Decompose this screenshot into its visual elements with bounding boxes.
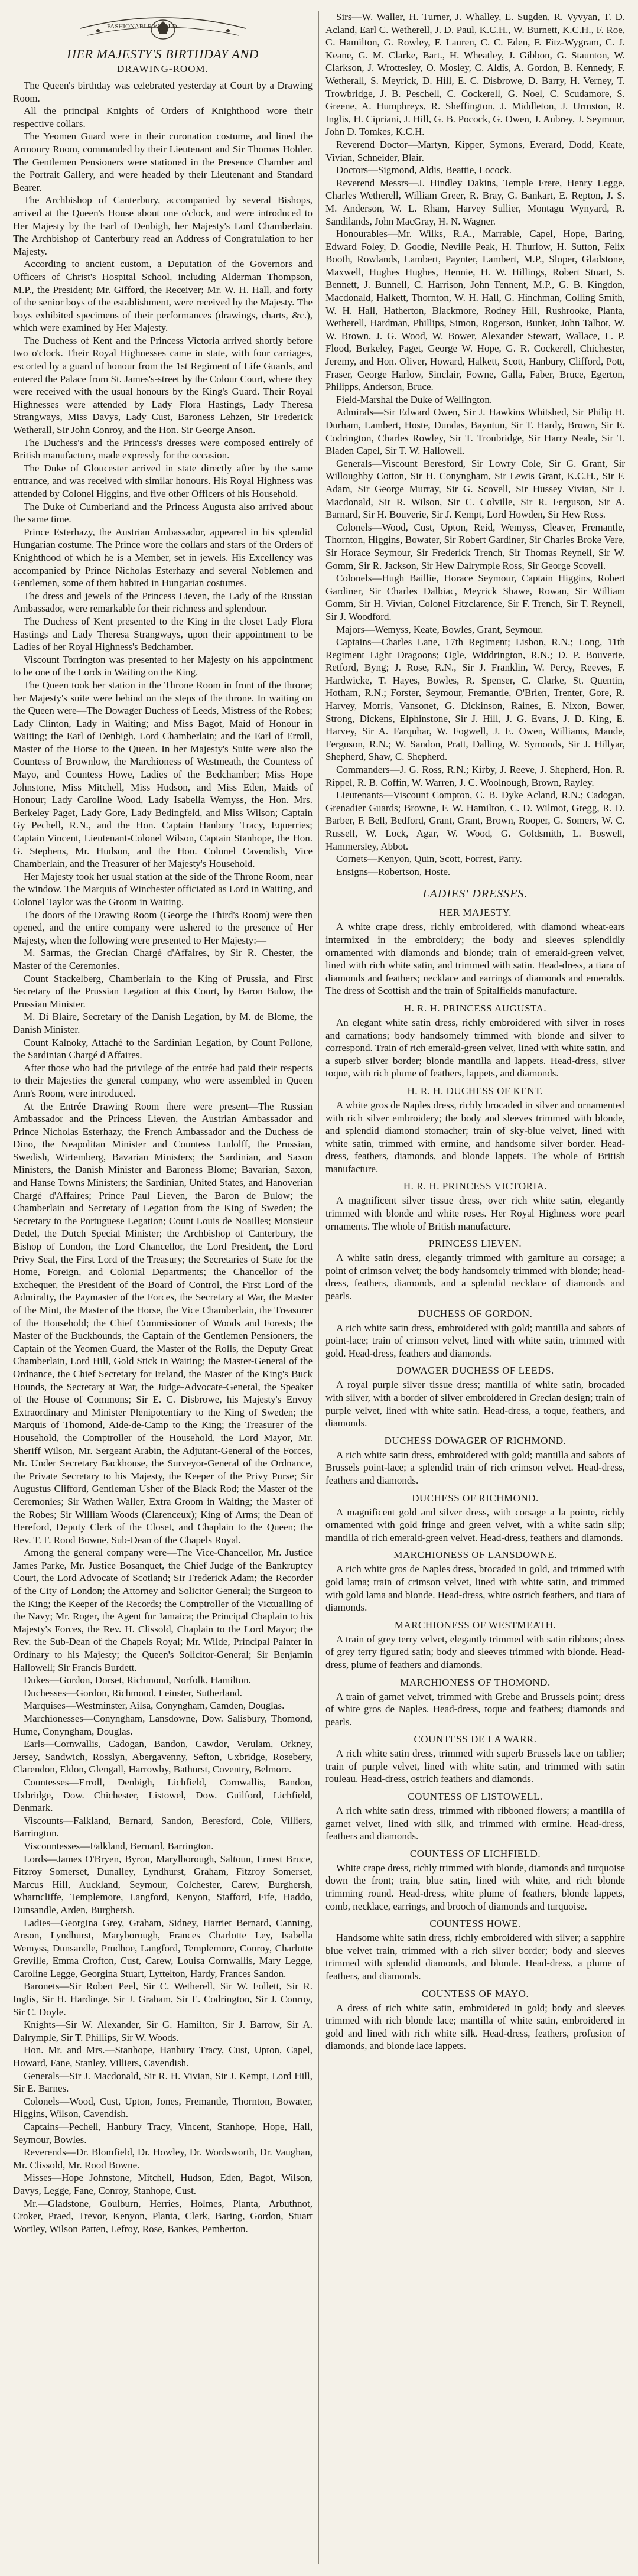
article-paragraph: Majors—Wemyss, Keate, Bowles, Grant, Seymour.: [336, 623, 543, 635]
article-paragraph: Reverend Doctor—Martyn, Kipper, Symons, Everard, Dodd, Keate, Vivian, Schneider, Blair.: [325, 138, 625, 163]
article-paragraph: Lieutenants—Viscount Compton, C. B. Dyke Acland, R.N.; Cadogan, Grenadier Guards; Browne, F. W. Hamilton, C. D. Wilmot, Gregg, R. D. Barber, F. Bell, Bedford, Grant, Grant, Brown, Rooper, G. Somers, W. C. Russell, W. Lock, Agar, W. Wood, G. Goldsmith, L. Boswell, Hammersley, Abbot.: [325, 789, 625, 852]
crest-emblem: [74, 11, 252, 44]
dress-description: A rich white satin dress, embroidered with gold; mantilla and sabots of point-lace; train of crimson velvet, lined with white satin, trimmed with gold. Head-dress, feathers and diamonds.: [325, 1322, 625, 1359]
dress-heading: MARCHIONESS OF LANSDOWNE.: [393, 1549, 557, 1561]
article-paragraph: The Queen's birthday was celebrated yesterday at Court by a Drawing Room.: [13, 80, 313, 104]
dress-heading: COUNTESS OF LISTOWELL.: [408, 1791, 543, 1803]
article-paragraph: The Archbishop of Canterbury, accompanied by several Bishops, arrived at the Queen's House about one o'clock, and were introduced to Her Majesty by the Earl of Denbigh, her Majesty's Lord Chamberlain. The Archbishop of Canterbury read an Address of Congratulation to her Majesty.: [13, 194, 313, 257]
article-paragraph: M. Di Blaire, Secretary of the Danish Legation, by M. de Blome, the Danish Minister.: [13, 1011, 313, 1035]
article-paragraph: Reverends—Dr. Blomfield, Dr. Howley, Dr. Wordsworth, Dr. Vaughan, Mr. Clissold, Mr. Rood Bowne.: [13, 2146, 313, 2171]
article-paragraph: Baronets—Sir Robert Peel, Sir C. Wetherell, Sir W. Follett, Sir R. Inglis, Sir H. Hardinge, Sir J. Graham, Sir E. Codrington, Sir J. Conroy, Sir C. Doyle.: [13, 1980, 313, 2018]
article-paragraph: Colonels—Wood, Cust, Upton, Reid, Wemyss, Cleaver, Fremantle, Thornton, Higgins, Bowater, Sir Robert Gardiner, Sir Charles Broke Vere, Sir Horace Seymour, Sir Frederick Trench, Sir Thomas Reynell, Sir W. Gomm, Sir R. Jackson, Sir Hew Dalrymple Ross, Sir George Scovell.: [325, 521, 625, 571]
dress-heading: MARCHIONESS OF WESTMEATH.: [394, 1619, 556, 1631]
dress-heading: COUNTESS DE LA WARR.: [414, 1733, 537, 1745]
article-paragraph: Marchionesses—Conyngham, Lansdowne, Dow. Salisbury, Thomond, Hume, Conyngham, Douglas.: [13, 1713, 313, 1737]
article-paragraph: Knights—Sir W. Alexander, Sir G. Hamilton, Sir J. Barrow, Sir A. Dalrymple, Sir T. Phillips, Sir W. Woods.: [13, 2019, 313, 2043]
dress-description: A rich white satin dress, trimmed with superb Brussels lace on tablier; train of purple velvet, lined with white satin, and trimmed with satin rouleau. Head-dress, ostrich feathers and diamonds.: [325, 1748, 625, 1785]
crest-text: FASHIONABLE WORLD: [106, 23, 177, 30]
article-paragraph: Her Majesty took her usual station at the side of the Throne Room, near the window. The Marquis of Winchester officiated as Lord in Waiting, and Colonel Taylor was the Groom in Waiting.: [13, 870, 313, 908]
article-paragraph: The doors of the Drawing Room (George the Third's Room) were then opened, and the entire company were ushered to the presence of Her Majesty, when the following were presented to Her Majesty:—: [13, 909, 313, 946]
column-right: [325, 11, 625, 2564]
dress-description: A white gros de Naples dress, richly brocaded in silver and ornamented with rich silver embroidery; the body and sleeves trimmed with blonde, and splendid diamond stomacher; train of sky-blue velvet, lined with white satin, trimmed with ermine, and handsome silver border. Head-dress, feathers, diamonds, and blonde lappets. The whole of British manufacture.: [325, 1099, 625, 1175]
dress-heading: DUCHESS OF GORDON.: [418, 1307, 533, 1319]
article-paragraph: The Duchess of Kent and the Princess Victoria arrived shortly before two o'clock. Their Royal Highnesses came in state, with four carriages, escorted by a guard of honour from the 1st Regiment of Life Guards, and entered the Palace from St. James's-street by the Colour Court, where they were received with the usual honours by the King's Guard. Their Royal Highnesses were attended by Lady Flora Hastings, Lady Theresa Strangways, Miss Davys, Lady Cust, Baroness Lehzen, Sir Frederick Wetherall, Sir John Conroy, and the Hon. Sir George Anson.: [13, 334, 313, 436]
dress-description: Handsome white satin dress, richly embroidered with silver; a sapphire blue velvet train, trimmed with a rich silver border; body and sleeves trimmed with splendid diamonds, and blonde. Head-dress, a plume of feathers, and diamonds.: [325, 1932, 625, 1982]
dress-description: A white crape dress, richly embroidered, with diamond wheat-ears intermixed in the embroidery; the body and sleeves splendidly ornamented with diamonds and blonde; train of emerald-green velvet, lined with rich white satin, and trimmed with satin. Head-dress, a tiara of diamonds and feathers; necklace and earrings of diamonds and emeralds. The dress of Scottish and the train of Spitalfields manufacture.: [325, 921, 625, 997]
article-paragraph: Duchesses—Gordon, Richmond, Leinster, Sutherland.: [24, 1687, 242, 1699]
column-rule: [318, 11, 319, 2564]
article-paragraph: Count Kalnoky, Attaché to the Sardinian Legation, by Count Pollone, the Sardinian Chargé d'Affaires.: [13, 1036, 313, 1061]
dress-heading: H. R. H. PRINCESS AUGUSTA.: [403, 1002, 547, 1014]
dress-heading: DOWAGER DUCHESS OF LEEDS.: [396, 1365, 554, 1377]
article-paragraph: Ladies—Georgina Grey, Graham, Sidney, Harriet Bernard, Canning, Anson, Lyndhurst, Maryborough, Frances Charlotte Ley, Isabella Wemyss, Dunsandle, Prudhoe, Langford, Templemore, Conroy, Charlotte Greville, Emma Crofton, Cust, Carew, Louisa Cornwallis, Mary Legge, Caroline Legge, Georgina Stuart, Lyttelton, Hardy, Frances Sandon.: [13, 1917, 313, 1979]
article-paragraph: The Queen took her station in the Throne Room in front of the throne; her Majesty's suite were behind on the steps of the throne. In waiting on the Queen were—The Dowager Duchess of Leeds, Mistress of the Robes; Lady Clinton, Lady in Waiting; and Miss Bagot, Maid of Honour in Waiting; the Earl of Denbigh, Lord Chamberlain; and the Earl of Erroll, Master of the Horse to the Queen. In her Majesty's Suite were also the Countess of Brownlow, the Marchioness of Westmeath, the Countess of Mayo, and Countess Howe, Ladies of the Bedchamber; Miss Hope Johnstone, Miss Mitchell, Miss Hudson, and Miss Eden, Maids of Honour; Lady Caroline Wood, Lady Isabella Wemyss, the Hon. Mrs. Berkeley Paget, Lady Gore, Lady Bedingfeld, and Miss Wilson; Captain Gy Pechell, R.N., and the Hon. Captain Hanbury Tracy, Equerries; Captain Vincent, Lieutenant-Colonel Wilson, Captain Stanhope, the Hon. G. Stephens, Mr. Hudson, and the Hon. Colonel Cavendish, Vice Chamberlain, and the Treasurer of her Majesty's Household.: [13, 679, 313, 870]
article-paragraph: Misses—Hope Johnstone, Mitchell, Hudson, Eden, Bagot, Wilson, Davys, Legge, Fane, Conroy, Stanhope, Cust.: [13, 2172, 313, 2196]
dress-description: A rich white gros de Naples dress, brocaded in gold, and trimmed with gold lama; train of crimson velvet, lined with white satin, and trimmed with gold lama and blonde. Head-dress, white ostrich feathers, and tiara of diamonds.: [325, 1563, 625, 1614]
article-paragraph: The Yeomen Guard were in their coronation costume, and lined the Armoury Room, commanded by their Lieutenant and Sir Thomas Hohler. The Gentlemen Pensioners were stationed in the Presence Chamber and the Portrait Gallery, and were headed by their Lieutenant and Standard Bearer.: [13, 131, 313, 193]
article-paragraph: At the Entrée Drawing Room there were present—The Russian Ambassador and the Princess Lieven, the Austrian Ambassador and Prince Nicholas Esterhazy, the French Ambassador and the Duchess de Dino, the Neapolitan Minister and Countess Ludolff, the Prussian, Swedish, Wirtemberg, Bavarian Ministers; the Sardinian, and Saxon Ministers, the Danish Minister and Baroness Blome; Bavarian, Saxon, and Hanse Towns Ministers; the Sardinian, United States, and Hanoverian Chargé d'Affaires; Prince Paul Lieven, the Baron de Bulow; the Chamberlain and Secretary of Legation from the King of Sweden; the Secretary to the Portuguese Legation; Count Louis de Noailles; Monsieur Dedel, the Dutch Special Minister; the Archbishop of Canterbury, the Bishop of London, the Lord Chancellor, the Lord President, the Lord Privy Seal, the First Lord of the Treasury; the Secretaries of State for the Home, Foreign, and Colonial Departments; the Chancellor of the Exchequer, the President of the Board of Control, the First Lord of the Admiralty, the Paymaster of the Forces, the Secretary at War, the Master of the Mint, the Master of the Horse, the Vice Chamberlain, the Treasurer of the Household; the Chief Commissioner of Woods and Forests; the Master of the Buckhounds, the Captain of the Gentlemen Pensioners, the Captain of the Yeomen Guard, the Master of the Rolls, the Deputy Great Chamberlain, Lord Hill, Gold Stick in Waiting; the Master-General of the Ordnance, the Chief Secretary for Ireland, the Master of the King's Buck Hounds, the Secretary at War, the Judge-Advocate-General, the Speaker of the House of Commons; Sir E. C. Disbrowe, his Majesty's Envoy Extraordinary and Minister Plenipotentiary to the King of Sweden; the Marquis of Thomond, Aide-de-Camp to the King; the Treasurer of the Household, the Comptroller of the Household, the Lord Mayor, Mr. Sheriff Wilson, Mr. Sergeant Arabin, the Adjutant-General of the Forces, Mr. Under Secretary Backhouse, the Surveyor-General of the Ordnance, the Private Secretary to his Majesty, the Keeper of the Privy Purse; Sir Augustus Clifford, Gentleman Usher of the Black Rod; the Master of the Ceremonies; Sir Wathen Waller, Extra Groom in Waiting; the Master of the Robes; Sir William Woods (Clarenceux); King of Arms; the Dean of Hereford, Deputy Clerk of the Closet, and Chaplain to the Queen; the Rev. T. F. Rood Bowne, Sub-Dean of the Chapels Royal.: [13, 1100, 313, 1546]
article-paragraph: Cornets—Kenyon, Quin, Scott, Forrest, Parry.: [336, 853, 522, 865]
article-paragraph: Admirals—Sir Edward Owen, Sir J. Hawkins Whitshed, Sir Philip H. Durham, Lambert, Hoste, Dundas, Bayntun, Sir T. Hardy, Brown, Sir E. Codrington, Charles Rowley, Sir T. Troubridge, Sir Harry Neale, Sir T. Bladen Capel, Sir T. W. Hallowell.: [325, 406, 625, 457]
article-paragraph: According to ancient custom, a Deputation of the Governors and Officers of Christ's Hospital School, including Alderman Thompson, M.P., the President; Mr. Gifford, the Receiver; Mr. W. H. Hall, and forty of the senior boys of the establishment, were received by the Majesty. The boys exhibited specimens of their performances (drawings, charts, &c.), which were examined by Her Majesty.: [13, 258, 313, 334]
article-paragraph: Honourables—Mr. Wilks, R.A., Marrable, Capel, Hope, Baring, Edward Foley, D. Goodie, Neville Peak, H. Thurlow, H. Sutton, Felix Booth, Rowlands, Lambert, Paynter, Lambert, M.P., Sloper, Gladstone, Maxwell, Hughes Hughes, Hennie, H. W. Hillings, Robert Stuart, S. Bennett, J. Bunnell, C. Harrison, John Tennent, M.P., G. B. Kingdon, Macdonald, Halkett, Thornton, W. H. Hall, G. Hinchman, Colling Smith, W. H. Hall, Hatherton, Blackmore, Rodney Hill, Rushrooke, Planta, Wetherell, Hardman, Phillips, Simon, Rogerson, Bunker, John Talbot, W. W. Brown, J. G. Wood, W. Bower, Alexander Stewart, Wallace, L. P. Flood, Berkeley, Paget, George W. Hope, G. R. Cockerell, Chichester, Jeremy, and Hon. Oliver, Howard, Halkett, Scott, Hanbury, Clifford, Pott, Fraser, George Harlow, Sinclair, Fowne, Galla, Faber, Bruce, Egerton, Philipps, Anderson, Bruce.: [325, 228, 625, 393]
article-paragraph: Doctors—Sigmond, Aldis, Beattie, Locock.: [336, 164, 512, 176]
article-paragraph: Hon. Mr. and Mrs.—Stanhope, Hanbury Tracy, Cust, Upton, Capel, Howard, Fane, Stanley, Villiers, Cavendish.: [13, 2044, 313, 2069]
dress-heading: COUNTESS HOWE.: [429, 1918, 521, 1930]
dress-description: A train of garnet velvet, trimmed with Grebe and Brussels point; dress of white gros de Naples. Head-dress, toque and feathers; diamonds and pearls.: [325, 1690, 625, 1728]
article-paragraph: Count Stackelberg, Chamberlain to the King of Prussia, and First Secretary of the Prussian Legation at this Court, by Baron Bulow, the Prussian Minister.: [13, 972, 313, 1010]
article-paragraph: Viscount Torrington was presented to her Majesty on his appointment to be one of the Lords in Waiting on the King.: [13, 653, 313, 678]
article-body-left: [13, 79, 313, 2235]
dress-description: A magnificent silver tissue dress, over rich white satin, elegantly trimmed with blonde and white roses. Her Royal Highness wore pearl ornaments. The whole of British manufacture.: [325, 1195, 625, 1232]
column-left: [13, 11, 313, 2564]
article-paragraph: Colonels—Hugh Baillie, Horace Seymour, Captain Higgins, Robert Gardiner, Sir Charles Dalbiac, Meyrick Shawe, Rowan, Sir William Gomm, Sir H. Vivian, Colonel Fitzclarence, Sir F. Trench, Sir T. Reynell, Sir J. Woodford.: [325, 573, 625, 622]
article-paragraph: The dress and jewels of the Princess Lieven, the Lady of the Russian Ambassador, were remarkable for their richness and splendour.: [13, 590, 313, 614]
article-paragraph: Generals—Viscount Beresford, Sir Lowry Cole, Sir G. Grant, Sir Willoughby Cotton, Sir H. Conyngham, Sir Lewis Grant, K.C.H., Sir F. Adam, Sir George Murray, Sir G. Scovell, Sir Hussey Vivian, Sir J. Macdonald, Sir R. Wilson, Sir C. Colville, Sir R. Ferguson, Sir A. Barnard, Sir H. Bouverie, Sir J. Kempt, Lord Howden, Sir Hew Ross.: [325, 457, 625, 521]
article-paragraph: Earls—Cornwallis, Cadogan, Bandon, Cawdor, Verulam, Orkney, Jersey, Sandwich, Rosslyn, Abergavenny, Sefton, Uxbridge, Rosebery, Clarendon, Eldon, Glengall, Harrowby, Bathurst, Coventry, Belmore.: [13, 1738, 313, 1775]
article-paragraph: The Duchess of Kent presented to the King in the closet Lady Flora Hastings and Lady Theresa Strangways, upon their appointment to be Ladies of her Royal Highness's Bedchamber.: [13, 615, 313, 653]
dress-description: A magnificent gold and silver dress, with corsage a la pointe, richly ornamented with gold fringe and green velvet, with a white satin slip; mantilla of rich emerald-green velvet. Head-dress, feathers and diamonds.: [325, 1506, 625, 1543]
dress-description: An elegant white satin dress, richly embroidered with silver in roses and carnations; body handsomely trimmed with blonde and silver to correspond. Train of rich emerald-green velvet, lined with white satin, and a superb silver border; blonde mantilla and lappets. Head-dress, silver toque, with rich plume of feathers, lappets, and diamonds.: [325, 1016, 625, 1079]
article-body-right: [325, 11, 625, 878]
dress-heading: H. R. H. DUCHESS OF KENT.: [407, 1085, 543, 1097]
dress-heading: DUCHESS OF RICHMOND.: [412, 1492, 539, 1504]
dress-heading: HER MAJESTY.: [439, 907, 512, 919]
dress-heading: MARCHIONESS OF THOMOND.: [400, 1676, 551, 1688]
dress-description: A rich white satin dress, trimmed with ribboned flowers; a mantilla of garnet velvet, lined with silk, and trimmed with ermine. Head-dress, feathers and diamonds.: [325, 1805, 625, 1842]
ladies-dresses-list: [325, 906, 625, 2053]
ladies-dresses-title: LADIES' DRESSES.: [422, 887, 528, 901]
article-paragraph: Viscounts—Falkland, Bernard, Sandon, Beresford, Cole, Villiers, Barrington.: [13, 1814, 313, 1839]
dress-description: A train of grey terry velvet, elegantly trimmed with satin ribbons; dress of grey terry figured satin; body and sleeves trimmed with blonde. Head-dress, plume of feathers and diamonds.: [325, 1633, 625, 1670]
article-paragraph: Sirs—W. Waller, H. Turner, J. Whalley, E. Sugden, R. Vyvyan, T. D. Acland, Earl C. Wetherell, J. D. Paul, K.C.H., W. Burnett, K.C.H., F. Roe, G. Hamilton, G. Rowley, F. Lauren, C. C. Eden, F. Fitz-Wygram, C. J. Keane, G. M. Clarke, Bart., H. Wheatley, J. Gibbon, G. Staunton, W. Clarkson, J. Wrottesley, O. Mosley, C. Aldis, A. Gordon, B. Kennedy, F. Wetherall, S. Meyrick, D. Hill, E. C. Disbrowe, D. Barry, H. Verney, T. Trowbridge, J. B. Peschell, C. Cockerell, G. Noel, C. Scudamore, S. Greene, A. Humphreys, R. Sheffington, J. Middleton, J. Urmston, R. Inglis, H. Cipriani, J. Hill, G. B. Pocock, G. Owen, J. Aubrey, J. Seymour, John D. Tomkes, K.C.H.: [325, 11, 625, 138]
article-paragraph: Marquises—Westminster, Ailsa, Conyngham, Camden, Douglas.: [24, 1700, 285, 1712]
article-paragraph: Colonels—Wood, Cust, Upton, Jones, Fremantle, Thornton, Bowater, Higgins, Wilson, Cavendish.: [13, 2095, 313, 2120]
article-paragraph: Generals—Sir J. Macdonald, Sir R. H. Vivian, Sir J. Kempt, Lord Hill, Sir E. Barnes.: [13, 2070, 313, 2094]
article-subtitle: DRAWING-ROOM.: [117, 63, 209, 74]
dress-heading: PRINCESS LIEVEN.: [428, 1238, 522, 1250]
dress-heading: COUNTESS OF MAYO.: [421, 1988, 529, 1999]
dress-heading: H. R. H. PRINCESS VICTORIA.: [403, 1180, 548, 1192]
article-paragraph: Viscountesses—Falkland, Bernard, Barrington.: [24, 1840, 214, 1852]
article-paragraph: After those who had the privilege of the entrée had paid their respects to their Majesties the general company, who were assembled in Queen Ann's Room, were introduced.: [13, 1062, 313, 1099]
dress-description: A rich white satin dress, embroidered with gold; mantilla and sabots of Brussels point-lace; a splendid train of rich crimson velvet. Head-dress, feathers and diamonds.: [325, 1449, 625, 1486]
article-paragraph: The Duke of Cumberland and the Princess Augusta also arrived about the same time.: [13, 500, 313, 525]
article-paragraph: Among the general company were—The Vice-Chancellor, Mr. Justice James Parke, Mr. Justice Bosanquet, the Chief Judge of the Bankruptcy Court, the Lord Advocate of Scotland; Sir Frederick Adam; the Recorder of the City of London; the Attorney and Solicitor General; the Surgeon to the King; the Keeper of the Records; the Comptroller of the Victualling of the Navy; Mr. Roger, the Agent for Jamaica; the Principal Chaplain to his Majesty's Forces, the Rev. H. Clissold, Chaplain to the Lord Mayor; the Rev. the Sub-Dean of the Chapels Royal; Mr. Wilde, Principal Painter in Ordinary to his Majesty; the Queen's Solicitor-General; Sir Benjamin Hallowell; Sir Francis Burdett.: [13, 1547, 313, 1673]
dress-description: A royal purple silver tissue dress; mantilla of white satin, brocaded with silver, with a border of silver embroidered in Grecian design; train of purple velvet, lined with white satin. Head-dress, a toque, feathers, and diamonds.: [325, 1379, 625, 1429]
article-paragraph: Ensigns—Robertson, Hoste.: [336, 866, 451, 877]
article-paragraph: Reverend Messrs—J. Hindley Dakins, Temple Frere, Henry Legge, Charles Wetherell, William Greer, R. Bray, G. Bankart, E. Repton, J. S. M. Anderson, W. L. Rham, Harvey Sullier, Montagu Wynyard, R. Sandilands, John MacGray, H. N. Wagner.: [325, 177, 625, 227]
article-paragraph: All the principal Knights of Orders of Knighthood wore their respective collars.: [13, 105, 313, 129]
article-paragraph: Prince Esterhazy, the Austrian Ambassador, appeared in his splendid Hungarian costume. The Prince wore the collars and stars of the Orders of Knighthood of which he is a Member, set in jewels. His Excellency was accompanied by Prince Nicholas Esterhazy and several Noblemen and Gentlemen, some of them habited in Hungarian costumes.: [13, 526, 313, 589]
dress-heading: DUCHESS DOWAGER OF RICHMOND.: [384, 1435, 567, 1446]
dress-description: A dress of rich white satin, embroidered in gold; body and sleeves trimmed with rich blonde lace; mantilla of white satin, embroidered in gold and lined with rich white silk. Head-dress, feathers, profusion of diamonds, and blonde lace lappets.: [325, 2002, 625, 2052]
article-paragraph: Mr.—Gladstone, Goulburn, Herries, Holmes, Planta, Arbuthnot, Croker, Praed, Trevor, Kenyon, Planta, Clerk, Baring, Gordon, Stuart Wortley, Wilson Patten, Lefroy, Rose, Bankes, Pemberton.: [13, 2197, 313, 2235]
dress-description: White crape dress, richly trimmed with blonde, diamonds and turquoise down the front; train, blue satin, lined with white, and rich blonde trimming round. Head-dress, white plume of feathers, blonde lappets, comb, necklace, earrings, and brooch of diamonds and turquoise.: [325, 1862, 625, 1912]
article-paragraph: Countesses—Erroll, Denbigh, Lichfield, Cornwallis, Bandon, Uxbridge, Dow. Chichester, Listowel, Dow. Guilford, Lichfield, Denmark.: [13, 1776, 313, 1814]
article-paragraph: Captains—Pechell, Hanbury Tracy, Vincent, Stanhope, Hope, Hall, Seymour, Bowles.: [13, 2121, 313, 2145]
dress-description: A white satin dress, elegantly trimmed with garniture au corsage; a point of crimson velvet; the body handsomely trimmed with blonde; head-dress, feathers, diamonds, and a splendid necklace of diamonds and pearls.: [325, 1252, 625, 1302]
article-paragraph: Commanders—J. G. Ross, R.N.; Kirby, J. Reeve, J. Shepherd, Hon. R. Rippel, R. B. Coffin, W. Warren, J. C. Woolnough, Brown, Rayley.: [325, 764, 625, 788]
article-paragraph: Captains—Charles Lane, 17th Regiment; Lisbon, R.N.; Long, 11th Regiment Light Dragoons; Ogle, Widdrington, R.N.; D. P. Bouverie, Retford, Byng; J. Rose, R.N., Sir J. Franklin, W. Percy, Reeves, F. Hardwicke, T. Hayes, Bowles, R. Spenser, C. Clarke, St. Quentin, Hotham, R.N.; Forster, Seymour, Fremantle, O'Brien, Trenter, Gore, R. Harvey, Morris, Vansonet, G. Dickinson, Raines, E. Nixon, Bower, Strong, Dickens, Elphinstone, Sir J. Hill, J. G. Evans, J. D. King, E. Harvey, Sir A. Farquhar, W. Fogwell, J. E. Owen, Williams, Maude, Ferguson, R.N.; W. Sandon, Pratt, Dalling, W. Symonds, Sir J. Hillyar, Shepherd, Shaw, C. Shepherd.: [325, 636, 625, 763]
article-paragraph: The Duchess's and the Princess's dresses were composed entirely of British manufacture, made expressly for the occasion.: [13, 437, 313, 461]
dress-heading: COUNTESS OF LICHFIELD.: [409, 1848, 541, 1859]
article-title: HER MAJESTY'S BIRTHDAY AND: [67, 47, 259, 61]
article-paragraph: The Duke of Gloucester arrived in state directly after by the same entrance, and was received with similar honours. His Royal Highness was attended by Colonel Higgins, and five other Officers of his Household.: [13, 462, 313, 499]
article-paragraph: Dukes—Gordon, Dorset, Richmond, Norfolk, Hamilton.: [24, 1674, 251, 1686]
article-paragraph: M. Sarmas, the Grecian Chargé d'Affaires, by Sir R. Chester, the Master of the Ceremonies.: [13, 947, 313, 971]
article-paragraph: Field-Marshal the Duke of Wellington.: [336, 393, 493, 405]
article-paragraph: Lords—James O'Bryen, Byron, Marylborough, Saltoun, Ernest Bruce, Fitzroy Somerset, Dunalley, Lyndhurst, Graham, Fitzroy Somerset, Marcus Hill, Auckland, Seymour, Colchester, Carew, Burghersh, Wharncliffe, Templemore, Langford, Kenyon, Stafford, Fife, Haddo, Dunsandle, Arden, Burghersh.: [13, 1853, 313, 1915]
masthead-crest: [13, 11, 313, 44]
